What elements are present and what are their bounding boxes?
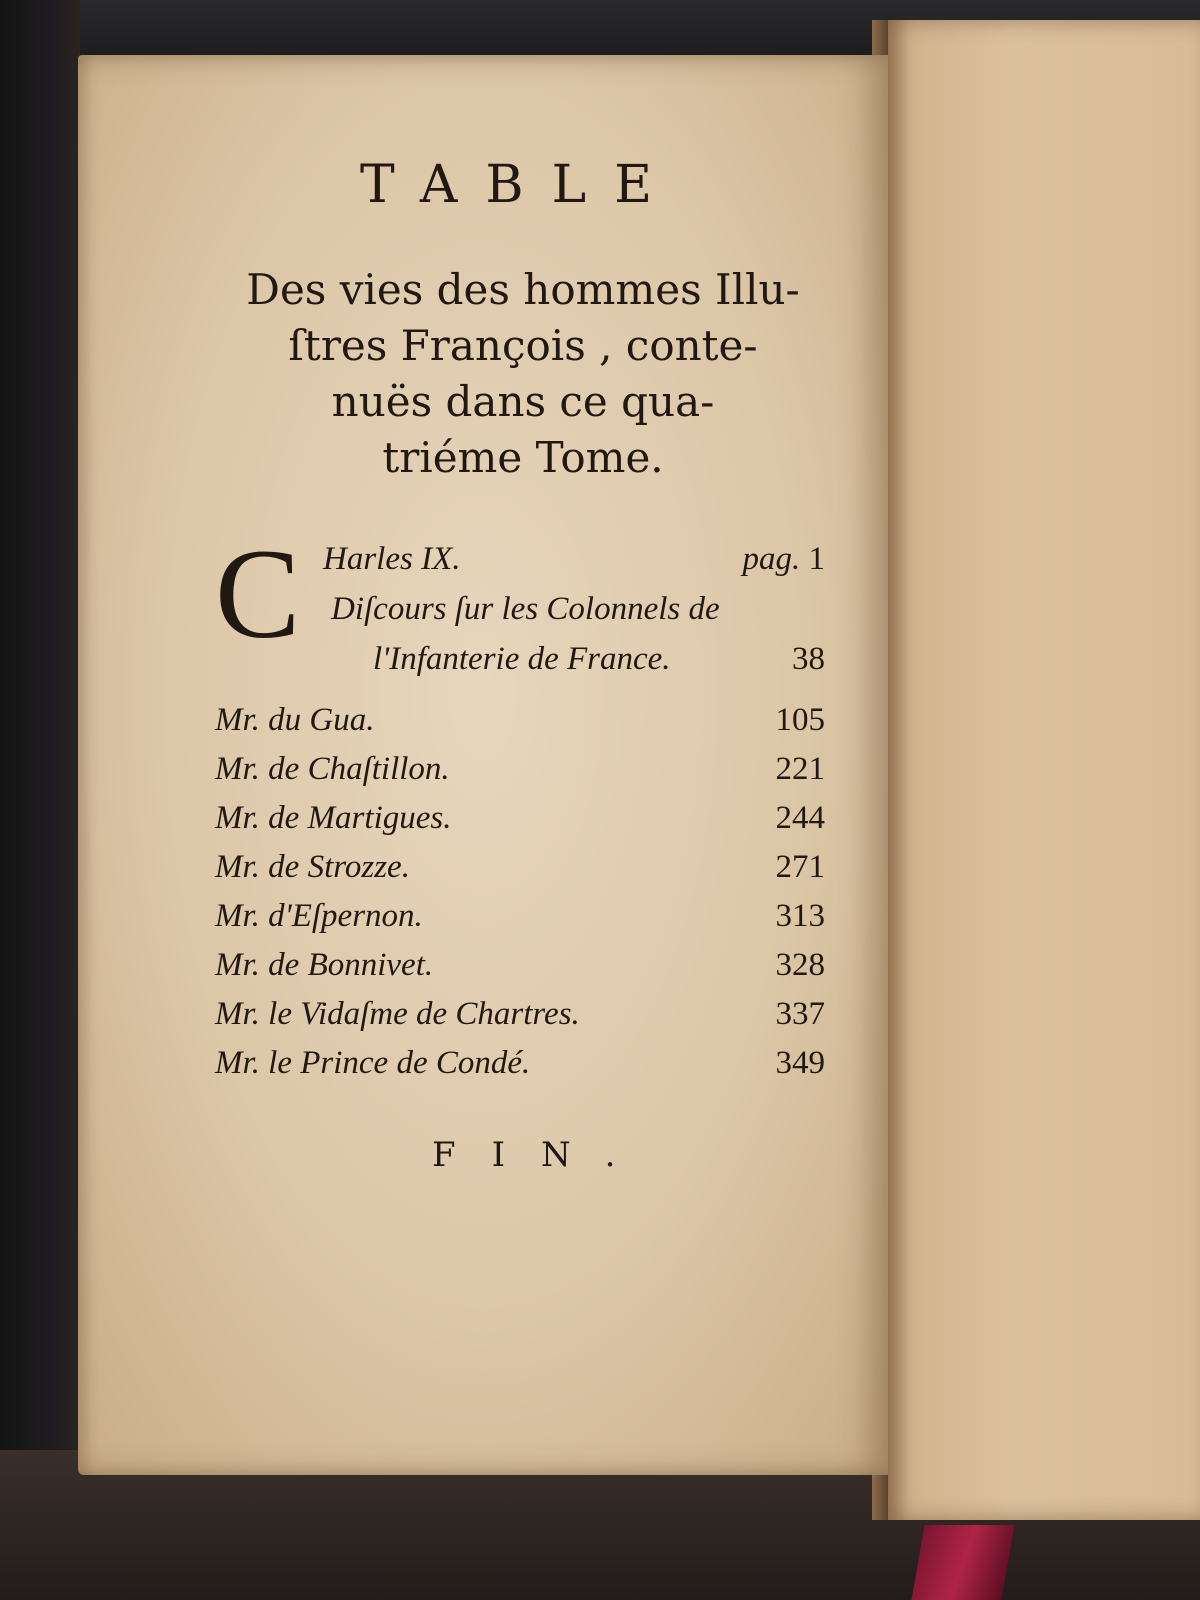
toc-entry-title: Harles IX. (323, 541, 461, 577)
page-number: 1 (808, 541, 825, 577)
toc-entry (215, 847, 825, 896)
book-cover-left (0, 0, 80, 1600)
toc-entry (215, 994, 825, 1043)
toc-entry (215, 798, 825, 847)
toc-entry-title: Mr. de Martigues. (215, 800, 452, 836)
toc-entry-title: Mr. de Strozze. (215, 849, 410, 885)
toc-entry-title: Mr. de Bonnivet. (215, 947, 434, 983)
toc-entry-title: Mr. du Gua. (215, 702, 375, 738)
toc-entry-page: 271 (775, 849, 825, 885)
fin-label: FIN. (432, 1135, 652, 1175)
ribbon-bookmark (911, 1525, 1014, 1600)
toc-entry-title: Mr. le Prince de Condé. (215, 1045, 531, 1081)
toc-entry-page: 313 (775, 898, 825, 934)
toc-entry-page: 38 (792, 641, 825, 677)
toc-entry (215, 896, 825, 945)
toc-entry-page: 244 (775, 800, 825, 836)
toc-entry-title: Mr. de Chaſtillon. (215, 751, 450, 787)
toc-entry-title: Mr. d'Eſpernon. (215, 898, 423, 934)
toc-entry-page: 221 (775, 751, 825, 787)
table-of-contents (215, 523, 825, 1092)
page-subtitle (218, 262, 828, 486)
subtitle-line: ſtres François , conte- (288, 321, 758, 370)
subtitle-line: nuës dans ce qua- (331, 377, 715, 426)
page-label: pag. (742, 541, 801, 577)
subtitle-line: Des vies des hommes Illu- (246, 265, 800, 314)
drop-cap: C (215, 523, 301, 665)
toc-entry (215, 749, 825, 798)
subtitle-line: triéme Tome. (382, 433, 664, 482)
toc-entry-charles-ix (215, 523, 825, 700)
toc-entry-page: 105 (775, 702, 825, 738)
page-title: TABLE (360, 155, 681, 215)
toc-entry-page: 337 (775, 996, 825, 1032)
toc-entry-page: 349 (775, 1045, 825, 1081)
toc-entry (215, 700, 825, 749)
toc-entry-title: Diſcours ſur les Colonnels de (331, 591, 720, 627)
toc-entry-page: 328 (775, 947, 825, 983)
toc-entry-page (743, 541, 826, 578)
toc-entry (215, 1043, 825, 1092)
facing-page (885, 20, 1200, 1520)
toc-entry-title-continued: l'Infanterie de France. (373, 641, 671, 677)
toc-entry-title: Mr. le Vidaſme de Chartres. (215, 996, 580, 1032)
toc-entry (215, 945, 825, 994)
